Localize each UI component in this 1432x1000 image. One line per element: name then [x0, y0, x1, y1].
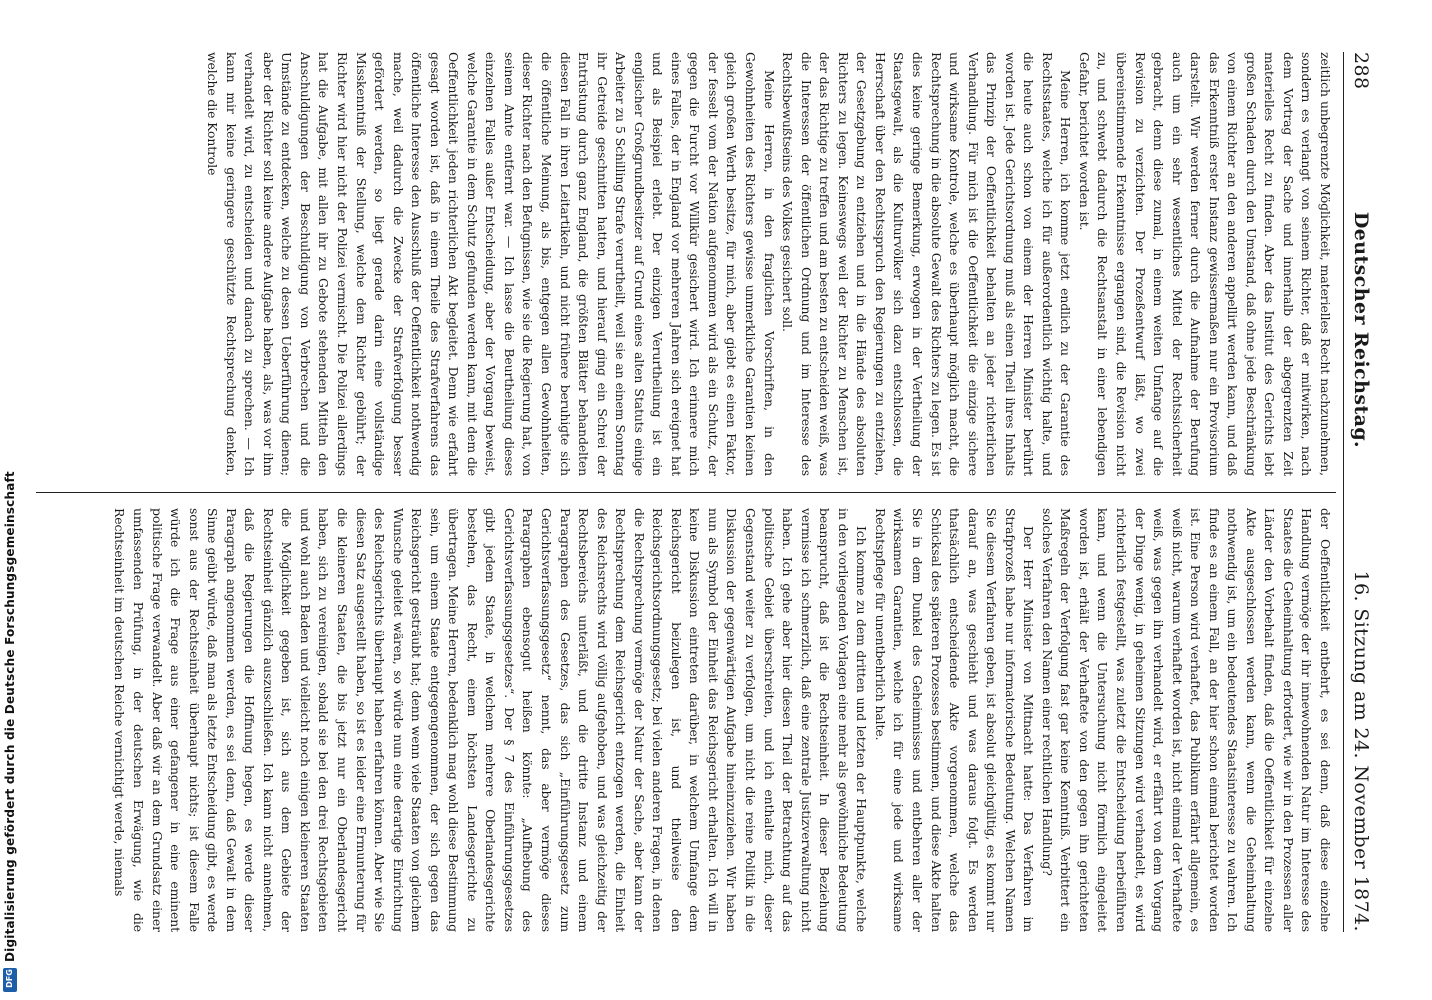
session-info: 16. Sitzung am 24. November 1874. — [1350, 570, 1372, 932]
header-rule — [1343, 52, 1344, 932]
dfg-logo-text: DFG — [4, 969, 14, 988]
paragraph: Ich komme zu dem dritten und letzten der Hauptpunkte, welche in den vorliegenden Vorlagen eine mehr als gewöhnliche Bedeutung beansprucht, daß ist die Rechtseinheit. In dieser Beziehung vermisse ich schmerzlich, daß eine zentrale Justizverwaltung nicht haben. Ich gehe aber hier diesen Theil der Betrachtung auf das politische Gebiet überschreiten, und ich enthalte mich, dieser Gegenstand weiter zu verfolgen, um nicht die reine Politik in die Diskussion der gegenwärtigen Aufgabe hineinzuziehen. Wir haben nun als Symbol der Einheit das Reichsgericht erhalten. Ich will in keine Diskussion eintreten darüber, in welchem Umfange dem Reichsgericht beizulegen ist, und theilweise den Reichsgerichtsordnungsgesetz; bei vielen anderen Fragen, in denen die Rechtsprechung vermöge der Natur der Sache, aber kann der Rechtsprechung dem Reichsgericht entzogen werden, die Einheit des Reichsrechts wird völlig aufgehoben, und was gleichzeitig der Rechtsbereichs unterläßt, und die dritte Instanz und einem Paragraphen des Gesetzes, das sich „Einführungsgesetz zum Gerichtsverfassungsgesetz“ nennt, das aber vermöge dieses Paragraphen ebensogut heißen könnte: „Aufhebung des Gerichtsverfassungsgesetzes“. Der § 7 des Einführungsgesetzes gibt jedem Staate, in welchem mehrere Oberlandesgerichte bestehen, das Recht, einem höchsten Landesgerichte zu übertragen. Meine Herren, bedenklich mag wohl diese Bestimmung sein, um einem Staate entgegengenommen, der sich gegen das Reichsgericht gesträubt hat; denn wenn viele Staaten von gleichem Wunsche geleitet wären, so würde nun eine derartige Einrichtung des Reichsgerichts überhaupt haben erfahren können. Aber wie Sie diesen Satz ausgestellt haben, so ist es leider eine Ermunterung für die kleineren Staaten, die bis jetzt nur ein Oberlandesgericht haben, sich zu vereinigen, sobald sie bei den drei Rechtsgebieten und wohl auch Baden und vielleicht noch einigen kleineren Staaten die Möglichkeit gegeben ist, sich aus dem Gebiete der Rechtseinheit gänzlich auszuschließen. Ich kann nicht annehmen, daß die Regierungen die Hoffnung hegen, es werde dieser Paragraph angenommen werden, es sei denn, daß Gewalt in dem Sinne geübt würde, daß man als letzte Entscheidung gibt, es werde sonst aus der Rechtseinheit überhaupt nichts; ist diesem Falle würde ich die Frage aus einer gefangener in eine eminent politische Frage verwandelt. Aber daß wir an dem Grundsatz einer umfassenden Prüfung, in der deutschen Erwägung, wie die Rechtseinheit im deutschen Reiche vernichtigt werde, niemals — [112, 508, 870, 932]
paragraph: zeitlich unbegrenzte Möglichkeit, materielles Recht nachzunehmen, sondern es verlangt von seinem Richter, daß er mitwirken, nach dem Vortrag der Sache und innerhalb der abgegrenzten Zeit materielles Recht zu finden. Aber das Institut des Gerichts lebt großen Schaden durch den Umstand, daß ohne jede Beschränkung von einem Richter an den anderen appellirt werden kann, und daß das Erkenntniß erster Instanz gewissermaßen nur ein Provisorium darstellt. Wir werden ferner durch die Aufnahme der Berufung auch um ein sehr wesentliches Mittel der Rechtssicherheit gebracht, denn diese zumal, in einem weiten Umfange auf die Revision zu verzichten. Der Prozeßentwurf läßt, wo zwei übereinstimmende Erkenntnisse ergangen sind, die Revision nicht zu, und schwebt dadurch die Rechtsanstalt in einer lebendigen Gefahr, berichtet worden ist. — [1076, 52, 1333, 476]
paragraph: Der Herr Minister von Mittnacht hatte: Das Verfahren im Strafprozeß habe nur informatorische Bedeutung. Welchen Namen Sie diesem Verfahren geben, ist absolut gleichgültig, es kommt nur darauf an, was geschieht und was daraus folgt. Es werden thatsächlich entscheidende Akte vorgenommen, welche das Schicksal des späteren Prozesses bestimmen, und diese Akte halten Sie in dem Dunkel des Geheimnisses und entbehren aller der wirksamen Garantien, welche ich für eine jede und wirksame Rechtspflege für unentbehrlich halte. — [872, 508, 1037, 932]
column-rule — [36, 492, 1336, 493]
scanned-page — [0, 12, 1410, 972]
right-column — [34, 508, 1334, 932]
page-number: 288 — [1350, 52, 1372, 90]
paragraph: der Oeffentlichkeit entbehrt, es sei denn, daß diese einzelne Handlung vermöge der ihr innewohnenden Natur im Interesse des Staates die Geheimhaltung erfordert, wie wir in den Prozessen aller Länder den Vorbehalt finden, daß die Oeffentlichkeit für einzelne Akte ausgeschlossen werden kann, wenn die Geheimhaltung nothwendig ist, um ein bedeutendes Staatsinteresse zu wahren. Ich finde es an einem Fall, an der hier schon einmal berichtet worden ist. Eine Person wird verhaftet, das Publikum erfährt allgemein, es weiß nicht, warum verhaftet worden ist, nicht einmal der Verhaftete weiß, was gegen ihn verhandelt wird, er erfährt von dem Vorgang der Dinge wenig, in geheimen Sitzungen wird verhandelt, es wird richterlich festgestellt, was zuletzt die Entscheidung herbeiführen kann, und wenn die Untersuchung nicht förmlich eingeleitet worden ist, erhält der Verhaftete von den gegen ihn gerichteten Maßregeln der Verfolgung fast gar keine Kenntniß. Verbittert ein solches Verfahren den Namen einer rechtlichen Handlung? — [1039, 508, 1333, 932]
funding-note: Digitalisierung gefördert durch die Deutsche Forschungsgemeinschaft — [3, 471, 17, 962]
left-column — [34, 52, 1334, 476]
paragraph: Meine Herren, in den fraglichen Vorschriften, in den Gewohnheiten des Richters gewisse unmerkliche Garantien keinen gleich großen Werth besitze, für mich, aber giebt es einen Faktor, der fesselt vom der Nation aufgenommen wird als ein Schutz, der gegen die Furcht vor Willkür gesichert wird. Ich erinnere mich eines Falles, der in England vor mehreren Jahren sich ereignet hat und als Beispiel erlebt. Der einzigen Verurtheilung ist ein englischer Großgrundbesitzer auf Grund eines alten Statuts einige Arbeiter zu 5 Schilling Strafe verurtheilt, weil sie an einem Sonntag ihr Getreide geschnitten hatten, und hierauf ging ein Schrei der Entrüstung durch ganz England, die größten Blätter behandelten diesen Fall in ihren Leitartikeln, und nicht frühere beruhigte sich die öffentliche Meinung, als bis, entgegen allen Gewohnheiten, dieser Richter nach den Befugnissen, wie sie die Regierung hat, von seinem Amte entfernt war. — Ich lasse die Beurtheilung dieses einzelnen Falles außer Entscheidung, aber der Vorgang beweist, welche Garantie in dem Schutz gefunden werden kann, mit dem die Oeffentlichkeit jeden richterlichen Akt begleitet. Denn wie erfahrt gesagt worden ist, daß in einem Theile des Strafverfahrens das öffentliche Interesse den Ausschluß der Oeffentlichkeit nothwendig mache, weil dadurch die Zwecke der Strafverfolgung besser gefördert werden, so liegt gerade darin eine vollständige Misskenntniß der Stellung, welche dem Richter gebührt; der Richter wird hier nicht der Polizei vermischt. Die Polizei allerdings hat die Aufgabe, mit allen ihr zu Gebote stehenden Mitteln den Anschuldigungen der Beschuldigung von Verbrechen und die Umstände zu entdecken, welche zu dessen Ueberführung dienen; aber der Richter soll keine andere Aufgabe haben, als, was vor ihm verhandelt wird, zu entscheiden und danach zu sprechen. — Ich kann mir keine geringere geschützte Rechtsprechung denken, welche die Kontrole — [205, 52, 777, 476]
paragraph: Meine Herren, ich komme jetzt endlich zu der Garantie des Rechtsstaates, welche ich für außerordentlich wichtig halte, und die heute auch schon von einem der Herren Minister berührt worden ist. Jede Gerichtsordnung muß als einen Theil ihres Inhalts das Prinzip der Oeffentlichkeit behalten an jeder richterlichen Verhandlung. Für mich ist die Oeffentlichkeit die einzige sichere und wirksame Kontrole, welche es überhaupt möglich macht, die Rechtsprechung in die absolute Gewalt des Richters zu legen. Es ist dies keine geringe Bemerkung, erwogen in der Vertheilung der Staatsgewalt, als die Kulturvölker sich dazu entschlossen, die Herrschaft über den Rechtsspruch den Regierungen zu entziehen, der Gesetzgebung zu entziehen und in die Hände des absoluten Richters zu legen. Keineswegs weil der Richter zu Menschen ist, der das Richtige zu treffen und am besten zu entscheiden weiß, was die Interessen der öffentlichen Ordnung und im Interesse des Rechtsbewußtseins des Volkes gesichert soll. — [780, 52, 1074, 476]
running-title: Deutscher Reichstag. — [1350, 211, 1372, 449]
running-head — [1350, 52, 1376, 932]
